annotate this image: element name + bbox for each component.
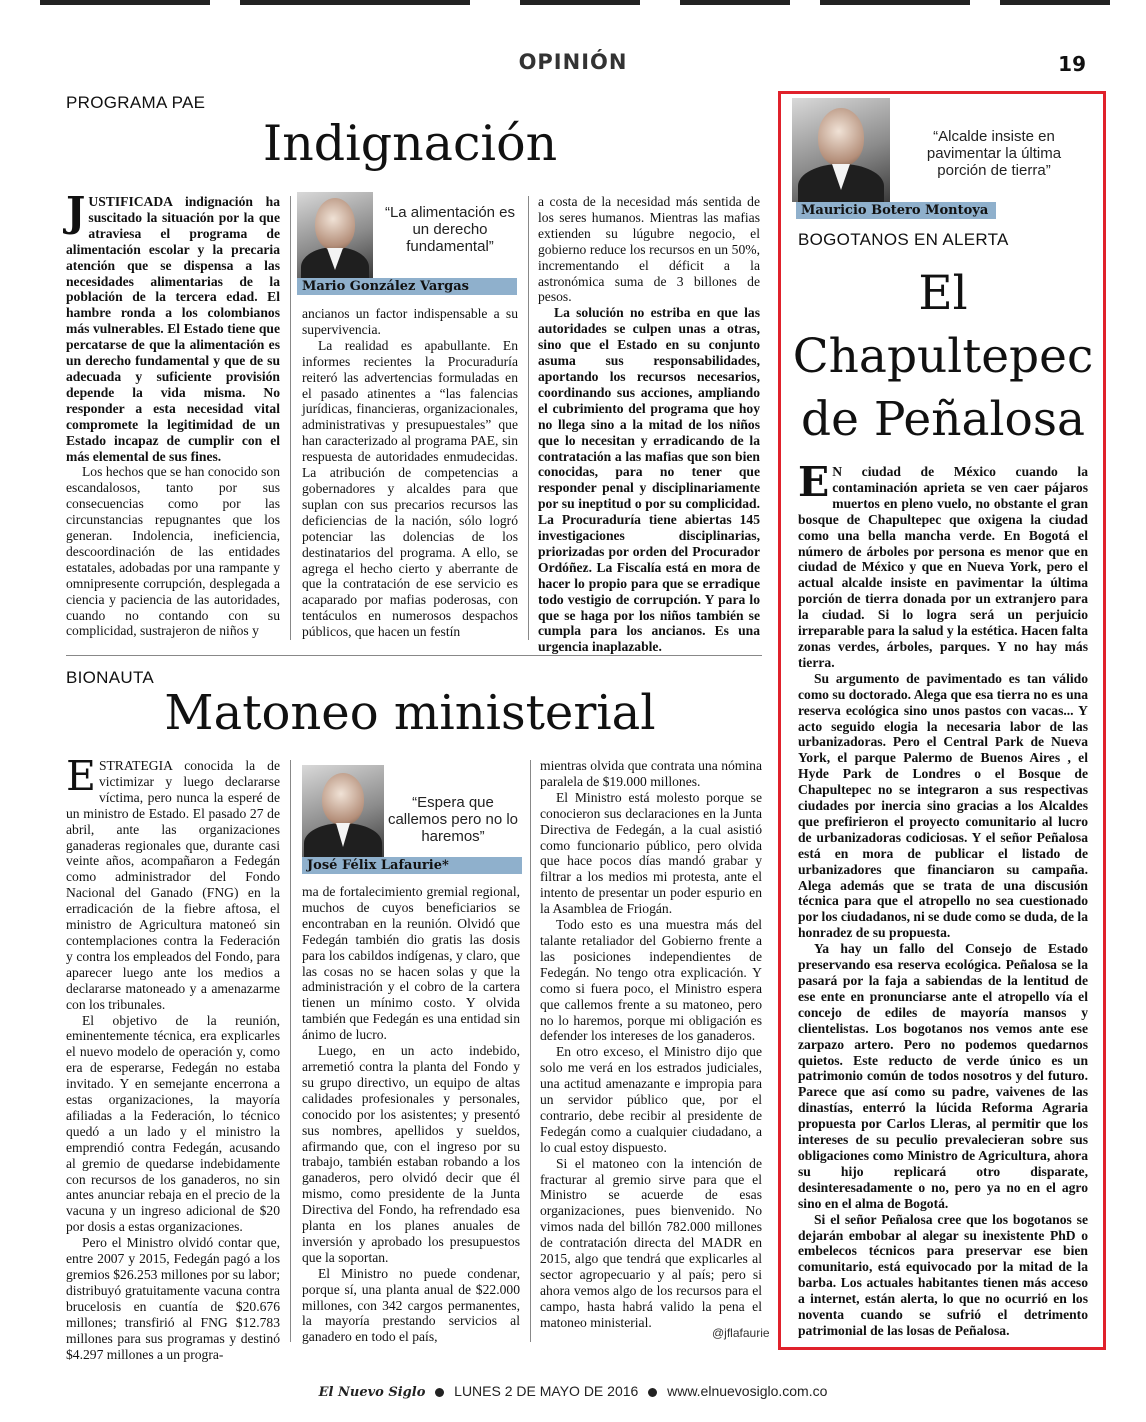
twitter-handle: @jflafaurie	[712, 1326, 770, 1340]
column-rule	[528, 196, 529, 640]
article3-title	[786, 262, 1100, 451]
author-photo-mario	[297, 192, 373, 278]
title-line: Chapultepec	[792, 329, 1094, 384]
article2-kicker: BIONAUTA	[66, 668, 155, 687]
article2-column-1	[66, 752, 280, 1362]
publication-date: LUNES 2 DE MAYO DE 2016	[454, 1383, 639, 1399]
pull-quote: “Alcalde insiste en pavimentar la última porción de tierra”	[926, 128, 1062, 179]
title-line: El	[918, 266, 968, 321]
article2-paragraph: Si el matoneo con la intención de fracturar al gremio sirve para que el Ministro se acuerde de esas organizaciones, pues bienvenido. No vimos nada del billón 782.000 millones de contratación directa del MADR en 2015, algo que tendrá que explicarles al sector agropecuario y al país; pero si ahora vemos algo de los recursos para el campo, hasta habrá valido la pena el matoneo ministerial.	[540, 1155, 762, 1330]
article2-paragraph: ma de fortalecimiento gremial regional, muchos de cuyos beneficiarios se encontraban en la reunión. Olvidó que Fedegán también dio gratis las dosis para los cabildos indígenas, y claro, que las cosas no se hacen solas y que la administración y el cobro de la cartera tienen un mínimo costo. Y olvida también que Fedegán es una entidad sin ánimo de lucro.	[302, 884, 520, 1043]
article3-paragraph: Su argumento de pavimentado es tan válido como su doctorado. Alega que esa tierra no es una reserva ecológica sino unos pastos con vacas... Y acto seguido elogia la necesaria labor de las urbanizadoras. Pero el Central Park de Nueva York, el parque Palermo de Buenos Aires , el Hyde Park de Londres o el Bosque de Chapultepec no se integraron a sus respectivas ciudades por inercia sino gracias a los Alcaldes que prefirieron el proyecto comunitario al lucro de urbanizadoras codiciosas. Y el señor Peñalosa está en mora de publicar el listado de urbanizadores que financiaron su campaña. Alega además que se trata de una discusión técnica para que el atropello no sea cuestionado por los ciudadanos, ni se dude como se duda, de la honradez de su propuesta.	[798, 670, 1088, 941]
article2-paragraph: El Ministro está molesto porque se conocieron sus declaraciones en la Junta Directiva de Fedegán, a la cual asistió como funcionario público, pero olvida que hace pocos días mandó grabar y filtrar a los medios mi protesta, ante el intento de presentar un poder espurio en la Asamblea de Friogán.	[540, 789, 762, 917]
author-photo-mauricio	[792, 98, 890, 202]
author-name: Mario González Vargas	[297, 278, 517, 295]
article3-kicker: BOGOTANOS EN ALERTA	[798, 230, 1009, 249]
article1-dropcap: J	[66, 188, 86, 236]
article2-paragraph: mientras olvida que contrata una nómina paralela de $19.000 millones.	[540, 758, 762, 789]
article3-paragraph: N ciudad de México cuando la contaminación aprieta se ven caer pájaros muertos en pleno vuelo, no obstante el gran bosque de Chapultepec que oxigena la ciudad como una bella mancha verde. En Bogotá el número de árboles por persona es menor que en ciudad de México y que en Nueva York, pero el actual alcalde insiste en pavimentar la última porción de tierra donada por un extranjero para la ciudad. Si lo logra será un perjuicio irreparable para la salud y la estética. Hacen falta zonas verdes, árboles, parques. Y no hay más tierra.	[798, 464, 1088, 670]
title-line: de Peñalosa	[801, 392, 1085, 447]
article2-dropcap: E	[66, 752, 96, 800]
article2-paragraph: En otro exceso, el Ministro dijo que solo me verá en los estrados judiciales, una actitud amenazante e impropia para un servidor público que, por el contrario, debe recibir al presidente de Fedegán como a cualquier ciudadano, a lo cual estoy dispuesto.	[540, 1044, 762, 1155]
article3-paragraph: Ya hay un fallo del Consejo de Estado preservando esa reserva ecológica. Peñalosa se la pasará por la faja a sabiendas de la lentitud de ese ente en pronunciarse ante el atropello vía el concejo de ediles de mayoría mansos y clientelistas. Los bogotanos nos vemos ante ese zarpazo artero. Pero no podemos quedarnos quietos. Este reducto de verde único es un patrimonio común de todos nosotros y del futuro. Parece que así como su padre, vaivenes de las dinastías, enterró la lúcida Reforma Agraria propuesta por Carlos Lleras, al permitir que los intereses de su peculio prevalecieran sobre sus obligaciones como Ministro de Agricultura, ahora su hijo replicará otro disparate, desinteresadamente o no, pero ya no en el agro sino en el alma de Bogotá.	[798, 941, 1088, 1211]
article2-paragraph: STRATEGIA conocida la de victimizar y luego declararse víctima, pero nunca la esperé de un ministro de Estado. El pasado 27 de abril, ante las organizaciones ganaderas regionales que, durante casi veinte años, acompañaron a Fedegán como administrador del Fondo Nacional del Ganado (FNG) en la erradicación de la fiebre aftosa, el ministro de Agricultura matoneó sin contemplaciones contra la Federación y contra los empleados del Fondo, para aparecer luego ante los medios a declararse matoneado y a amenazarme con los tribunales.	[66, 758, 280, 1012]
pull-quote: “La alimentación es un derecho fundamental”	[384, 204, 516, 255]
article2-column-3	[540, 758, 762, 1330]
article1-paragraph: USTIFICADA indignación ha suscitado la situación por la que atraviesa el programa de alimentación escolar y la precaria atención que se dispensa a las necesidades alimentarias de la población de la tercera edad. El hambre ronda a los colombianos más vulnerables. El Estado tiene que percatarse de que la alimentación es un derecho fundamental y que de su adecuada y suficiente provisión depende la vida misma. No responder a esta necesidad vital compromete la legitimidad de un Estado incapaz de cumplir con el más elemental de sus fines.	[66, 194, 280, 464]
article1-paragraph: a costa de la necesidad más sentida de los seres humanos. Mientras las mafias extienden su lúgubre negocio, el gobierno reduce los recursos en un 50%, incrementando el déficit a la astronómica suma de 3 billones de pesos.	[538, 194, 760, 305]
article1-paragraph: La realidad es apabullante. En informes recientes la Procuraduría reiteró las advertencias formuladas en el pasado atinentes a “las falencias jurídicas, financieras, organizacionales, administrativas y presupuestales” que han caracterizado al programa PAE, sin respuesta de autoridades enmudecidas. La atribución de competencias a gobernadores y alcaldes para que suplan con sus precarios recursos las deficiencias de la nación, sólo logró potenciar las dolencias de los destinatarios del programa. A ello, se agrega el hecho cierto y aberrante de que la contratación de ese servicio es acaparado por mafias poderosas, con tentáculos en numerosos despachos públicos, que hacen un festín	[302, 337, 518, 640]
pull-quote: “Espera que callemos pero no lo haremos”	[387, 794, 519, 845]
article1-title: Indignación	[262, 115, 558, 172]
article2-paragraph: El objetivo de la reunión, eminentemente técnica, era explicarles el nuevo modelo de operación y, como era de esperarse, Fedegán no estaba invitado. Y en semejante encerrona a estas organizaciones, la mayoría afiliadas a la Federación, lo técnico quedó a un lado y el ministro la emprendió contra Fedegán, acusando al gremio de quedarse indebidamente con recursos de los ganaderos, no sin antes anunciar rebaja en el precio de la vacuna y un ingreso adicional de $20 por dosis a estas organizaciones.	[66, 1012, 280, 1235]
website-link[interactable]: www.elnuevosiglo.com.co	[667, 1383, 828, 1399]
article1-column-3	[538, 194, 760, 655]
article2-paragraph: Todo esto es una muestra más del talante retaliador del Gobierno frente a las posiciones independientes de Fedegán. No tengo otra explicación. Y como si fuera poco, el Ministro espera que callemos frente a su matoneo, pero no lo haremos, porque mi obligación es defender los intereses de los ganaderos.	[540, 917, 762, 1044]
bullet-icon	[648, 1388, 657, 1397]
article1-column-2	[302, 306, 518, 642]
article2-paragraph: Luego, en un acto indebido, arremetió contra la planta del Fondo y su grupo directivo, un equipo de altas calidades profesionales y personales, conocido por los asistentes; y presentó sus nombres, apellidos y sueldos, afirmando que, con el ingreso por su trabajo, también estaban robando a los ganaderos, pero olvidó decir que él mismo, como presidente de la Junta Directiva del Fondo, ha refrendado esa planta en los planes anuales de inversión y aprobado los presupuestos que la soportan.	[302, 1043, 520, 1265]
author-name: Mauricio Botero Montoya	[796, 202, 996, 219]
bullet-icon	[435, 1388, 444, 1397]
article2-paragraph: Pero el Ministro olvidó contar que, entre 2007 y 2015, Fedegán pagó a los gremios $26.253 millones por su labor; distribuyó gratuitamente vacuna contra brucelosis en cuantía de $20.676 millones; transfirió al FNG $12.783 millones para sus programas y destinó $4.297 millones a un progra-	[66, 1235, 280, 1362]
article2-title: Matoneo ministerial	[164, 685, 656, 741]
author-name: José Félix Lafaurie*	[302, 857, 522, 874]
article3-body	[798, 458, 1088, 1342]
publication-logo: El Nuevo Siglo	[318, 1385, 426, 1400]
article2-paragraph: El Ministro no puede condenar, porque sí, una planta anual de $22.000 millones, con 342 cargos permanentes, la mayoría prestando servicios al ganadero en todo el país,	[302, 1265, 520, 1345]
article1-paragraph: La solución no estriba en que las autoridades se culpen unas a otras, sino que el Estado en su conjunto asuma sus responsabilidades, aportando los recursos necesarios, coordinando sus acciones, ampliando el cubrimiento del programa que hoy no llega sino a la mitad de los niños que lo necesitan y erradicando de la contratación a las mafias que son bien conocidas, para no tener que responder penal y disciplinariamente por su ineptitud o por su complicidad. La Procuraduría tiene abiertas 145 investigaciones disciplinarias, priorizadas por orden del Procurador Ordóñez. La Fiscalía está en mora de hacer lo propio para que se erradique todo vestigio de corrupción. Y para lo que se haga por los niños también se cumpla para los ancianos. Es una urgencia inaplazable.	[538, 305, 760, 655]
article1-paragraph: ancianos un factor indispensable a su supervivencia.	[302, 306, 518, 337]
article1-paragraph: Los hechos que se han conocido son escandalosos, tanto por sus consecuencias como por las circunstancias repugnantes que los generan. Indolencia, ineficiencia, descoordinación de las entidades estatales, adobadas por una rampante y omnipresente corrupción, desplegada a ciencia y paciencia de las autoridades, cuando no contando con su complicidad, sustrajeron de niños y	[66, 464, 280, 639]
column-rule	[290, 196, 291, 640]
article1-column-1	[66, 188, 280, 642]
article-separator	[66, 655, 762, 656]
section-title: OPINIÓN	[518, 50, 628, 74]
article1-kicker: PROGRAMA PAE	[66, 93, 206, 112]
article2-column-2	[302, 884, 520, 1344]
page-number: 19	[1058, 52, 1086, 76]
article3-paragraph: Si el señor Peñalosa cree que los bogotanos se dejarán embobar al alegar su inexistente PhD o embelecos técnicos para preservar ese bien comunitario, está equivocado por la mitad de la barba. Los actuales habitantes tienen más acceso a internet, están alerta, lo que no ocurrió en los noventa cuando se sufrió el detrimento patrimonial de las losas de Peñalosa.	[798, 1211, 1088, 1338]
article3-dropcap: E	[798, 458, 830, 506]
top-rule	[0, 0, 1146, 6]
author-photo-jose-felix	[302, 765, 384, 857]
column-rule	[290, 760, 291, 1342]
column-rule	[530, 760, 531, 1342]
page-footer	[0, 1383, 1146, 1400]
